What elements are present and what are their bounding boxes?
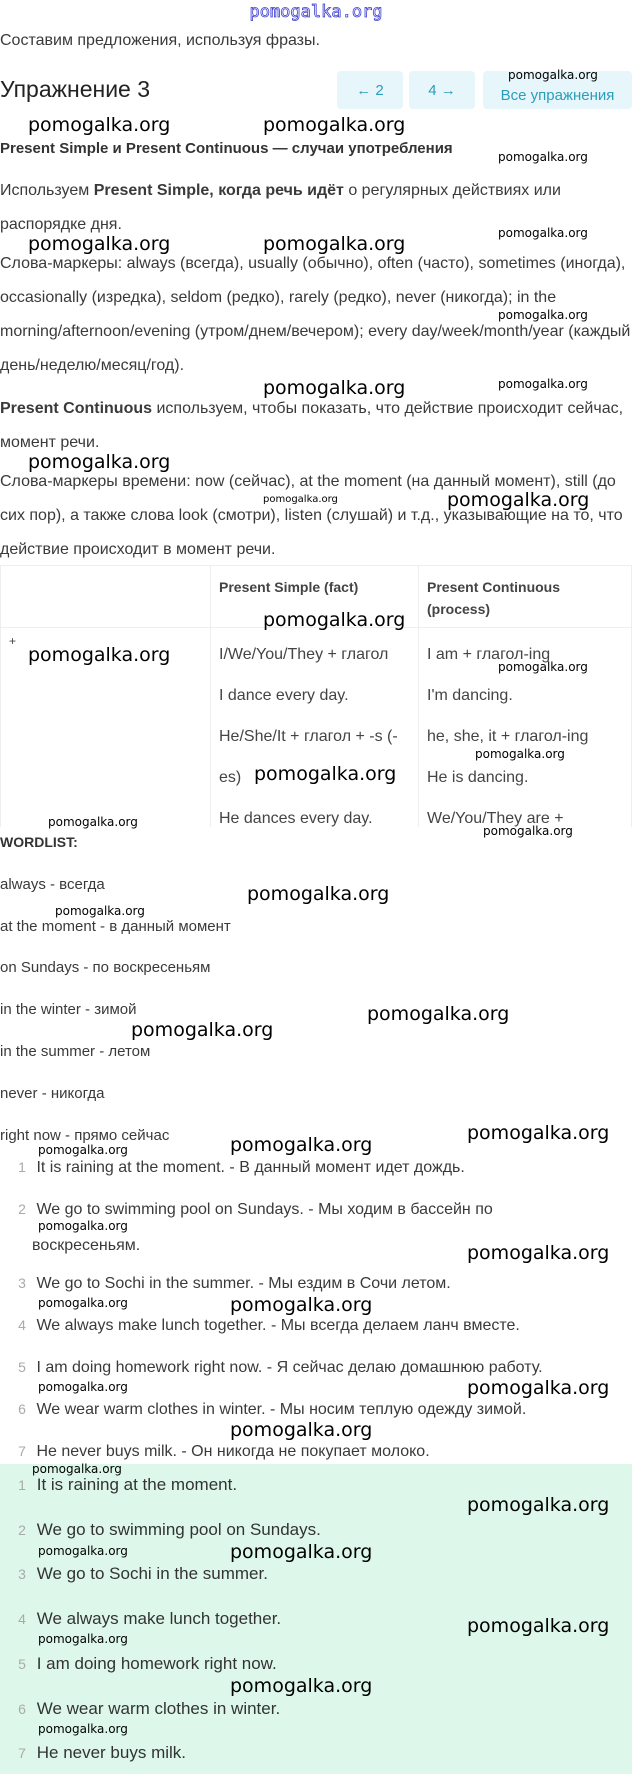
item-text: We always make lunch together.: [36, 1609, 282, 1628]
table-cell: I/We/You/They + глагол: [219, 646, 389, 663]
watermark: pomogalka.org: [263, 494, 338, 505]
watermark: pomogalka.org: [38, 1296, 128, 1310]
wordlist-item: in the winter - зимой: [0, 1001, 137, 1018]
text: используем, чтобы показать, что действие происходит сейчас, момент речи.: [0, 400, 624, 451]
wordlist-item: at the moment - в данный момент: [0, 918, 231, 935]
item-text: I am doing homework right now.: [36, 1654, 277, 1673]
translation-item: [12, 1316, 520, 1335]
item-text: воскресеньям.: [32, 1237, 141, 1254]
answer-item: [12, 1654, 277, 1674]
intro-text: Составим предложения, используя фразы.: [0, 32, 320, 49]
item-number: 7: [18, 1745, 26, 1761]
item-number: 2: [18, 1522, 26, 1538]
translation-item: [12, 1200, 493, 1255]
watermark: pomogalka.org: [247, 883, 390, 905]
watermark: pomogalka.org: [38, 1544, 128, 1558]
table-cell: We/You/They are +: [427, 810, 564, 827]
item-text: It is raining at the moment.: [36, 1475, 238, 1494]
wordlist-item: never - никогда: [0, 1085, 105, 1102]
table-cell: He is dancing.: [427, 769, 529, 786]
watermark: pomogalka.org: [483, 824, 573, 838]
next-exercise-button[interactable]: 4 →: [409, 71, 475, 109]
answer-item: [12, 1475, 237, 1495]
table-cell: He/She/It + глагол + -s (-es): [219, 728, 398, 786]
paragraph-continuous: [0, 392, 632, 460]
watermark: pomogalka.org: [28, 451, 171, 473]
all-exercises-button[interactable]: Все упражнения: [483, 71, 632, 109]
wordlist-item: in the summer - летом: [0, 1043, 151, 1060]
item-text: We go to swimming pool on Sundays. - Мы ходим в бассейн по: [36, 1201, 493, 1218]
item-number: 1: [18, 1159, 26, 1175]
item-text: We wear warm clothes in winter.: [36, 1699, 281, 1718]
watermark: pomogalka.org: [48, 815, 138, 829]
wordlist-item: on Sundays - по воскресеньям: [0, 959, 211, 976]
watermark: pomogalka.org: [32, 1462, 122, 1476]
answer-item: [12, 1743, 186, 1763]
text-bold: Present Simple, когда речь идёт: [93, 182, 344, 199]
paragraph-simple: [0, 174, 632, 242]
watermark: pomogalka.org: [467, 1615, 610, 1637]
translation-item: [12, 1442, 430, 1461]
table-header: Present Continuous (process): [419, 566, 632, 628]
watermark: pomogalka.org: [131, 1019, 274, 1041]
item-text: We go to Sochi in the summer.: [36, 1564, 268, 1583]
translation-item: [12, 1358, 543, 1377]
item-text: He never buys milk.: [36, 1743, 187, 1762]
watermark: pomogalka.org: [475, 747, 565, 761]
item-number: 6: [18, 1401, 26, 1417]
watermark: pomogalka.org: [263, 609, 406, 631]
item-number: 4: [18, 1611, 26, 1627]
watermark: pomogalka.org: [498, 150, 588, 164]
watermark: pomogalka.org: [28, 233, 171, 255]
item-text: We go to swimming pool on Sundays.: [36, 1520, 321, 1539]
watermark: pomogalka.org: [467, 1122, 610, 1144]
table-cell: He dances every day.: [219, 810, 373, 827]
prev-exercise-button[interactable]: ← 2: [337, 71, 403, 109]
watermark: pomogalka.org: [467, 1377, 610, 1399]
translation-item: [12, 1158, 465, 1177]
watermark: pomogalka.org: [38, 1632, 128, 1646]
paragraph-markers-continuous: Слова-маркеры времени: now (сейчас), at the moment (на данный момент), still (до сих пор), а также слова look (смотри), listen (слушай) и т.д., указывающие на то, что действие происходит в момент речи.: [0, 473, 623, 558]
site-logo[interactable]: pomogalka.org: [249, 2, 383, 22]
table-header: Present Simple (fact): [211, 566, 419, 628]
table-cell: I'm dancing.: [427, 687, 513, 704]
item-number: 4: [18, 1317, 26, 1333]
table-cell: I dance every day.: [219, 687, 349, 704]
paragraph-markers-simple: Слова-маркеры: always (всегда), usually (обычно), often (часто), sometimes (иногда), occasionally (изредка), seldom (редко), rarely (редко), never (никогда); in the morning/afternoon/evening (утром/днем/вечером); every day/week/month/year (каждый день/неделю/месяц/год).: [0, 255, 631, 374]
translation-item: [12, 1274, 451, 1293]
text: о регулярных действиях или распорядке дня.: [0, 182, 561, 233]
watermark: pomogalka.org: [230, 1419, 373, 1441]
table-cell: he, she, it + глагол-ing: [427, 728, 589, 745]
answer-item: [12, 1564, 268, 1584]
item-number: 1: [18, 1477, 26, 1493]
watermark: pomogalka.org: [447, 489, 590, 511]
item-number: 6: [18, 1701, 26, 1717]
watermark: pomogalka.org: [38, 1722, 128, 1736]
page-title: Упражнение 3: [0, 76, 151, 102]
text-bold: Present Continuous: [0, 400, 153, 417]
watermark: pomogalka.org: [263, 377, 406, 399]
table-cell: I am + глагол-ing: [427, 646, 551, 663]
watermark: pomogalka.org: [498, 660, 588, 674]
watermark: pomogalka.org: [467, 1494, 610, 1516]
answer-item: [12, 1520, 321, 1540]
item-number: 3: [18, 1275, 26, 1291]
answer-item: [12, 1609, 281, 1629]
watermark: pomogalka.org: [55, 904, 145, 918]
item-number: 5: [18, 1656, 26, 1672]
item-text: We always make lunch together. - Мы всегда делаем ланч вместе.: [36, 1317, 520, 1334]
watermark: pomogalka.org: [498, 308, 588, 322]
translation-item: [12, 1400, 526, 1419]
text: Используем: [0, 182, 94, 199]
watermark: pomogalka.org: [230, 1675, 373, 1697]
watermark: pomogalka.org: [230, 1134, 373, 1156]
watermark: pomogalka.org: [498, 377, 588, 391]
watermark: pomogalka.org: [498, 226, 588, 240]
watermark: pomogalka.org: [254, 763, 397, 785]
watermark: pomogalka.org: [508, 68, 598, 82]
item-text: We wear warm clothes in winter. - Мы носим теплую одежду зимой.: [36, 1401, 527, 1418]
watermark: pomogalka.org: [230, 1541, 373, 1563]
item-number: 3: [18, 1566, 26, 1582]
watermark: pomogalka.org: [263, 114, 406, 136]
table-header: [1, 566, 211, 628]
watermark: pomogalka.org: [38, 1380, 128, 1394]
watermark: pomogalka.org: [230, 1294, 373, 1316]
watermark: pomogalka.org: [38, 1143, 128, 1157]
watermark: pomogalka.org: [367, 1003, 510, 1025]
watermark: pomogalka.org: [28, 114, 171, 136]
item-text: We go to Sochi in the summer. - Мы ездим в Сочи летом.: [36, 1275, 451, 1292]
item-number: 2: [18, 1201, 26, 1217]
answer-item: [12, 1699, 280, 1719]
watermark: pomogalka.org: [263, 233, 406, 255]
watermark: pomogalka.org: [467, 1242, 610, 1264]
item-number: 7: [18, 1443, 26, 1459]
wordlist-title: WORDLIST:: [0, 834, 78, 850]
item-text: He never buys milk. - Он никогда не покупает молоко.: [36, 1443, 430, 1460]
watermark: pomogalka.org: [38, 1219, 128, 1233]
item-number: 5: [18, 1359, 26, 1375]
watermark: pomogalka.org: [28, 644, 171, 666]
item-text: It is raining at the moment. - В данный момент идет дождь.: [36, 1159, 465, 1176]
item-text: I am doing homework right now. - Я сейчас делаю домашнюю работу.: [36, 1359, 543, 1376]
row-label: +: [1, 628, 211, 828]
grammar-table: [0, 565, 632, 827]
wordlist-item: always - всегда: [0, 876, 105, 893]
section-subtitle: Present Simple и Present Continuous — случаи употребления: [0, 140, 453, 157]
wordlist-item: right now - прямо сейчас: [0, 1127, 170, 1144]
